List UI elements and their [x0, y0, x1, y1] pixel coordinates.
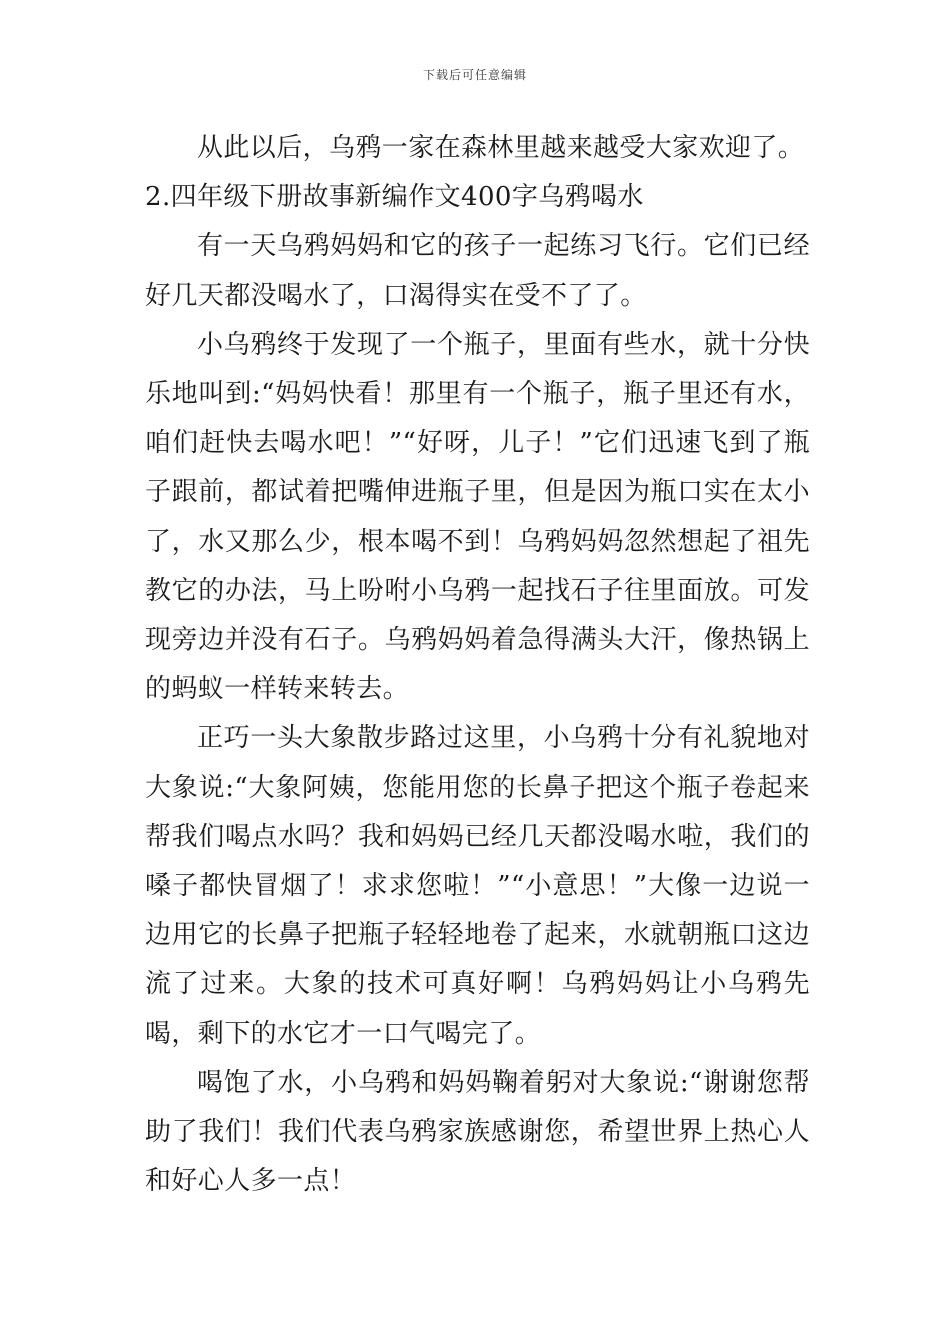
paragraph: 有一天乌鸦妈妈和它的孩子一起练习飞行。它们已经好几天都没喝水了，口渴得实在受不了了。	[145, 231, 810, 311]
page-header: 下载后可任意编辑	[422, 68, 527, 82]
closing-line: 从此以后，乌鸦一家在森林里越来越受大家欢迎了。	[197, 133, 805, 163]
paragraph: 正巧一头大象散步路过这里，小乌鸦十分有礼貌地对大象说:“大象阿姨，您能用您的长鼻子把这个瓶子卷起来帮我们喝点水吗？我和妈妈已经几天都没喝水啦，我们的嗓子都快冒烟了！求求您啦！”“小意思！”大像一边说一边用它的长鼻子把瓶子轻轻地卷了起来，水就朝瓶口这边流了过来。大象的技术可真好啊！乌鸦妈妈让小乌鸦先喝，剩下的水它才一口气喝完了。	[145, 723, 810, 1049]
paragraph: 小乌鸦终于发现了一个瓶子，里面有些水，就十分快乐地叫到:“妈妈快看！那里有一个瓶子，瓶子里还有水，咱们赶快去喝水吧！”“好呀，儿子！”它们迅速飞到了瓶子跟前，都试着把嘴伸进瓶子里，但是因为瓶口实在太小了，水又那么少，根本喝不到！乌鸦妈妈忽然想起了祖先教它的办法，马上吩咐小乌鸦一起找石子往里面放。可发现旁边并没有石子。乌鸦妈妈着急得满头大汗，像热锅上的蚂蚁一样转来转去。	[145, 329, 810, 705]
section-heading: 2.四年级下册故事新编作文400字乌鸦喝水	[145, 182, 644, 213]
paragraph: 喝饱了水，小乌鸦和妈妈鞠着躬对大象说:“谢谢您帮助了我们！我们代表乌鸦家族感谢您，希望世界上热心人和好心人多一点！	[145, 1067, 810, 1197]
document-body	[145, 124, 810, 1206]
